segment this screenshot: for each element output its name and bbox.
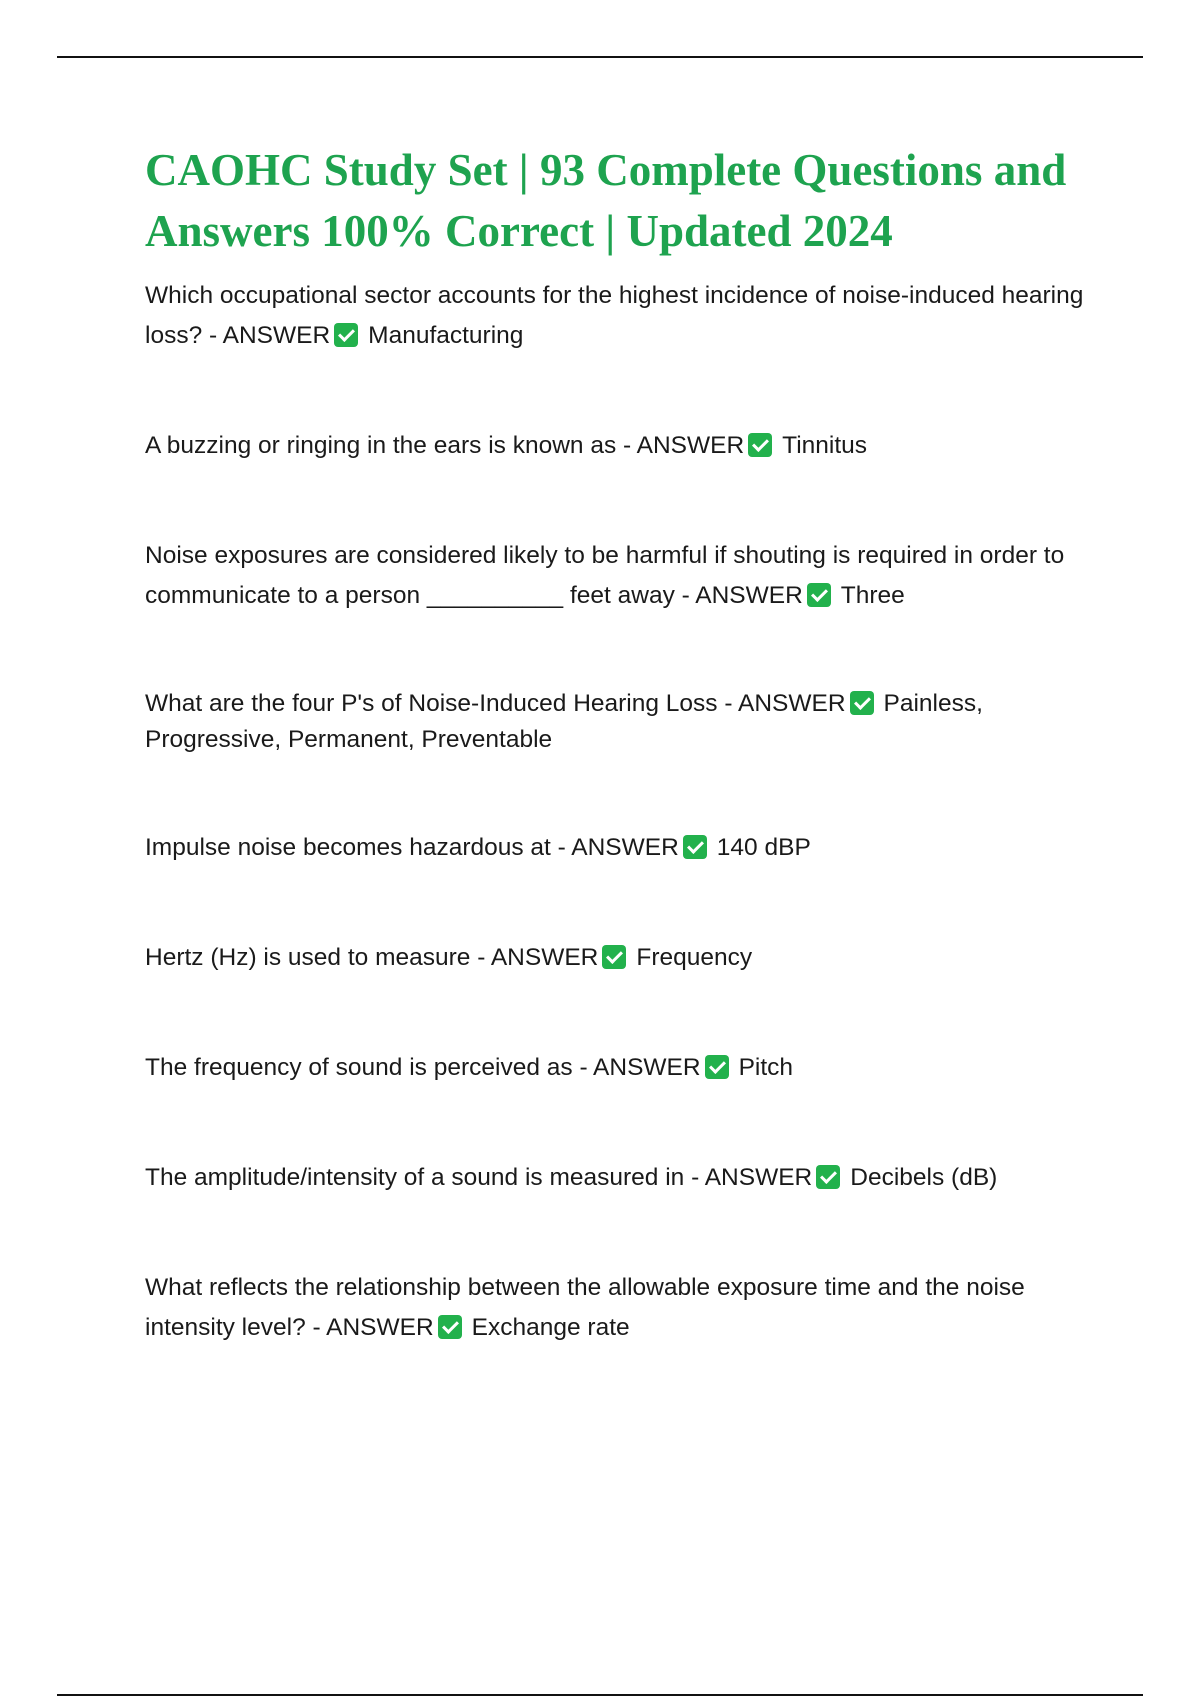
check-box-icon (816, 1165, 840, 1189)
qa-item-4 (145, 686, 1105, 758)
check-box-icon (438, 1315, 462, 1339)
check-box-icon (602, 945, 626, 969)
document-content (145, 140, 1105, 1348)
qa-item-6 (145, 938, 1105, 978)
question-text: Impulse noise becomes hazardous at - ANSWER (145, 834, 679, 861)
question-text: Hertz (Hz) is used to measure - ANSWER (145, 944, 599, 971)
qa-item-9 (145, 1268, 1105, 1348)
top-rule (57, 56, 1143, 58)
qa-item-7 (145, 1048, 1105, 1088)
answer-text: Exchange rate (471, 1314, 630, 1341)
answer-text: Tinnitus (782, 432, 868, 459)
question-text: The amplitude/intensity of a sound is measured in - ANSWER (145, 1164, 813, 1191)
answer-text: Frequency (636, 944, 753, 971)
answer-text: 140 dBP (716, 834, 811, 861)
qa-item-3 (145, 536, 1105, 616)
question-text: What reflects the relationship between the allowable exposure time and the noise intensity level? - ANSWER (145, 1274, 1025, 1341)
answer-text: Three (840, 582, 905, 609)
question-text: Which occupational sector accounts for the highest incidence of noise-induced hearing loss? - ANSWER (145, 282, 1084, 349)
answer-text: Decibels (dB) (850, 1164, 998, 1191)
bottom-rule (57, 1694, 1143, 1696)
answer-text: Manufacturing (368, 322, 524, 349)
check-box-icon (850, 691, 874, 715)
check-box-icon (807, 583, 831, 607)
check-box-icon (683, 835, 707, 859)
qa-list (145, 276, 1105, 1348)
answer-text: Painless, Progressive, Permanent, Preventable (145, 690, 983, 753)
qa-item-2 (145, 426, 1105, 466)
page-title: CAOHC Study Set | 93 Complete Questions and Answers 100% Correct | Updated 2024 (145, 145, 1067, 256)
check-box-icon (748, 433, 772, 457)
check-box-icon (334, 323, 358, 347)
qa-item-8 (145, 1158, 1105, 1198)
check-box-icon (705, 1055, 729, 1079)
qa-item-5 (145, 828, 1105, 868)
question-text: The frequency of sound is perceived as - ANSWER (145, 1054, 701, 1081)
question-text: Noise exposures are considered likely to be harmful if shouting is required in order to communicate to a person __________ feet away - ANSWER (145, 542, 1065, 609)
question-text: What are the four P's of Noise-Induced Hearing Loss - ANSWER (145, 690, 846, 717)
question-text: A buzzing or ringing in the ears is known as - ANSWER (145, 432, 745, 459)
answer-text: Pitch (738, 1054, 794, 1081)
qa-item-1 (145, 276, 1105, 356)
